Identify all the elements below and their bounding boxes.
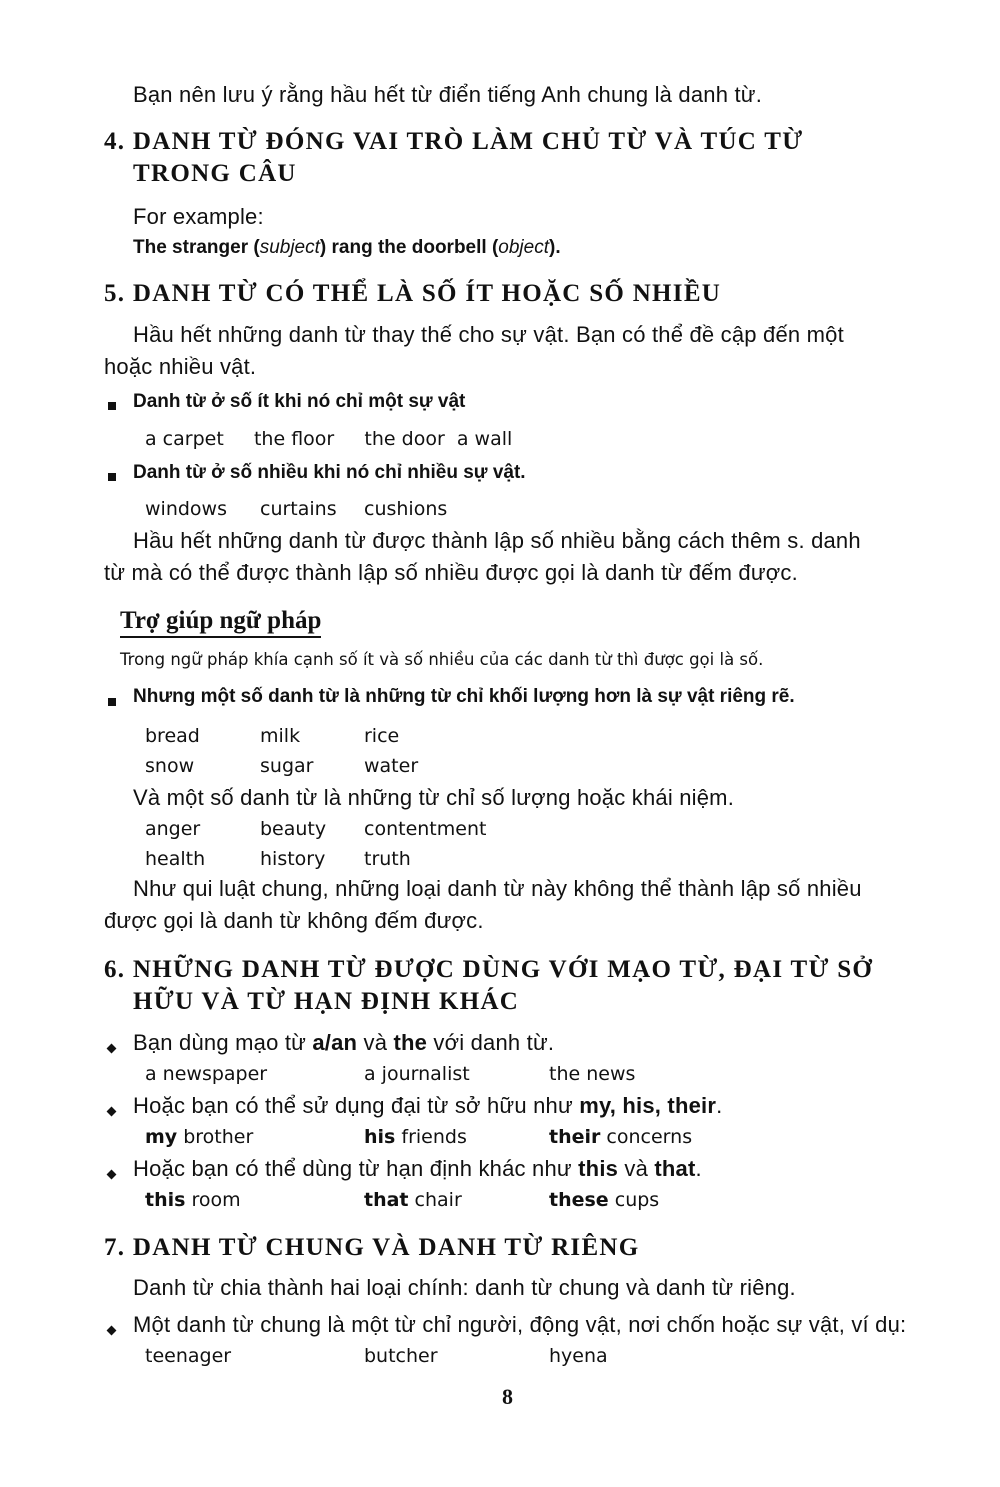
diamond-bullet-icon (107, 1326, 117, 1336)
abstract-noun-example: truth (364, 848, 411, 870)
plural-bullet-text: Danh từ ở số nhiều khi nó chỉ nhiều sự vật. (133, 462, 526, 483)
possessive-example: their concerns (549, 1126, 693, 1148)
mass-noun-example: snow (145, 755, 195, 777)
plural-example: curtains (260, 498, 337, 520)
section-5-para2-line1: Hầu hết những danh từ được thành lập số nhiều bằng cách thêm s. danh (133, 528, 861, 553)
determiner-example: that chair (364, 1189, 462, 1211)
abstract-noun-example: beauty (260, 818, 327, 840)
plural-example: windows (145, 498, 227, 520)
uncountable-para-line1: Như qui luật chung, những loại danh từ này không thể thành lập số nhiều (133, 876, 862, 901)
singular-examples: a carpet the floor the door a wall (145, 428, 513, 450)
example-sentence: The stranger (subject) rang the doorbell (object). (133, 237, 561, 258)
diamond-bullet-icon (107, 1170, 117, 1180)
section-7-para: Danh từ chia thành hai loại chính: danh từ chung và danh từ riêng. (133, 1275, 796, 1300)
abstract-noun-example: history (260, 848, 326, 870)
possessive-example: my brother (145, 1126, 254, 1148)
plural-example: cushions (364, 498, 448, 520)
square-bullet-icon (108, 473, 116, 481)
common-noun-example: butcher (364, 1345, 438, 1367)
section-5-title: 5. DANH TỪ CÓ THỂ LÀ SỐ ÍT HOẶC SỐ NHIỀU (104, 280, 722, 307)
section-4-title-line1: 4. DANH TỪ ĐÓNG VAI TRÒ LÀM CHỦ TỪ VÀ TÚC TỪ (104, 128, 804, 155)
square-bullet-icon (108, 402, 116, 410)
articles-bullet-text: Bạn dùng mạo từ a/an và the với danh từ. (133, 1030, 555, 1055)
section-5-para1-line1: Hầu hết những danh từ thay thế cho sự vật. Bạn có thể đề cập đến một (133, 322, 844, 347)
possessive-example: his friends (364, 1126, 467, 1148)
singular-bullet-text: Danh từ ở số ít khi nó chỉ một sự vật (133, 391, 466, 412)
grammar-help-note: Trong ngữ pháp khía cạnh số ít và số nhiều của các danh từ thì được gọi là số. (120, 650, 764, 669)
mass-noun-example: rice (364, 725, 400, 747)
section-4-title-line2: TRONG CÂU (133, 160, 297, 187)
mass-noun-example: milk (260, 725, 301, 747)
mass-noun-bullet-text: Nhưng một số danh từ là những từ chỉ khối lượng hơn là sự vật riêng rẽ. (133, 686, 795, 707)
common-noun-example: teenager (145, 1345, 232, 1367)
abstract-noun-example: contentment (364, 818, 487, 840)
section-7-title: 7. DANH TỪ CHUNG VÀ DANH TỪ RIÊNG (104, 1234, 640, 1261)
mass-noun-example: water (364, 755, 419, 777)
determiner-bullet-text: Hoặc bạn có thể dùng từ hạn định khác như this và that. (133, 1156, 702, 1181)
common-noun-example: hyena (549, 1345, 608, 1367)
article-example: the news (549, 1063, 636, 1085)
article-example: a newspaper (145, 1063, 268, 1085)
determiner-example: these cups (549, 1189, 660, 1211)
grammar-help-title: Trợ giúp ngữ pháp (120, 607, 321, 638)
determiner-example: this room (145, 1189, 241, 1211)
section-6-title-line1: 6. NHỮNG DANH TỪ ĐƯỢC DÙNG VỚI MẠO TỪ, ĐẠI TỪ SỞ (104, 956, 874, 983)
uncountable-para-line2: được gọi là danh từ không đếm được. (104, 908, 484, 933)
abstract-noun-example: anger (145, 818, 201, 840)
section-6-title-line2: HỮU VÀ TỪ HẠN ĐỊNH KHÁC (133, 988, 520, 1015)
diamond-bullet-icon (107, 1107, 117, 1117)
square-bullet-icon (108, 698, 116, 706)
page-number: 8 (502, 1384, 513, 1409)
for-example-label: For example: (133, 204, 264, 229)
intro-line: Bạn nên lưu ý rằng hầu hết từ điển tiếng Anh chung là danh từ. (133, 82, 763, 107)
abstract-noun-example: health (145, 848, 206, 870)
possessive-bullet-text: Hoặc bạn có thể sử dụng đại từ sở hữu như my, his, their. (133, 1093, 723, 1118)
diamond-bullet-icon (107, 1044, 117, 1054)
article-example: a journalist (364, 1063, 470, 1085)
section-5-para2-line2: từ mà có thể được thành lập số nhiều được gọi là danh từ đếm được. (104, 560, 798, 585)
mass-noun-example: bread (145, 725, 200, 747)
abstract-noun-line: Và một số danh từ là những từ chỉ số lượng hoặc khái niệm. (133, 785, 735, 810)
mass-noun-example: sugar (260, 755, 314, 777)
common-noun-bullet-text: Một danh từ chung là một từ chỉ người, động vật, nơi chốn hoặc sự vật, ví dụ: (133, 1312, 907, 1337)
section-5-para1-line2: hoặc nhiều vật. (104, 354, 257, 379)
